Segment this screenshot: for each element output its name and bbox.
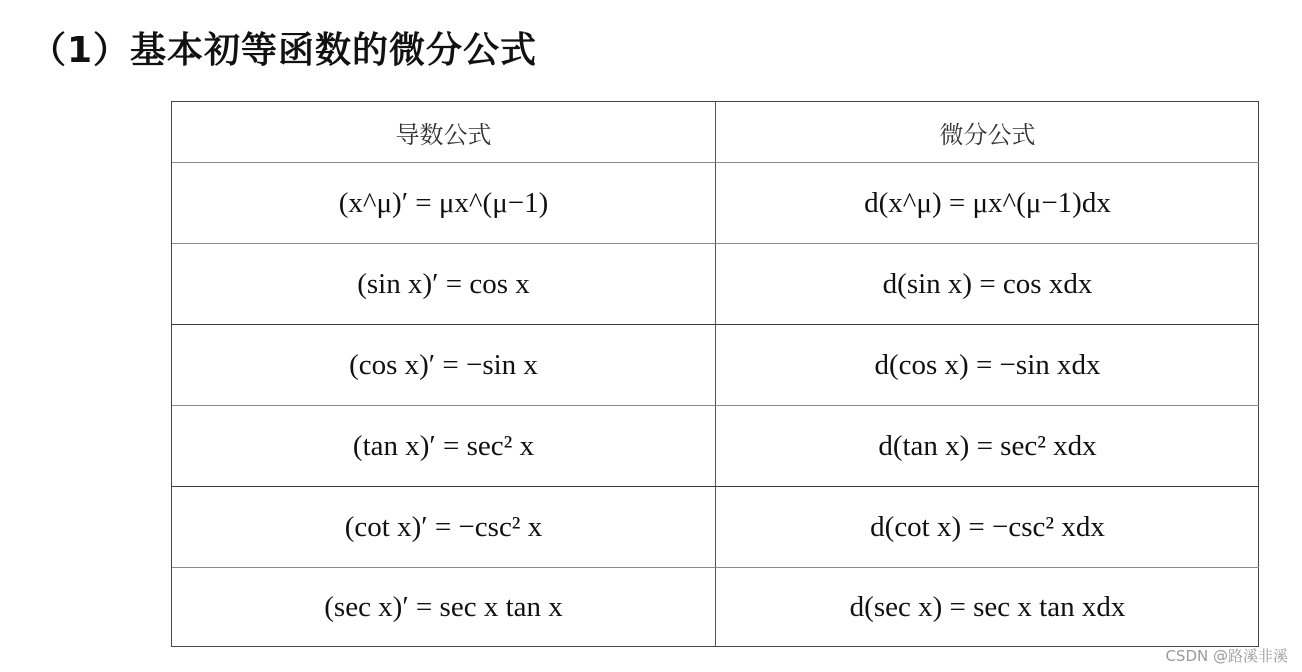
differential-tan: d(tan x) = sec² xdx	[716, 406, 1259, 487]
differential-cos: d(cos x) = −sin xdx	[716, 325, 1259, 406]
differential-cot: d(cot x) = −csc² xdx	[716, 487, 1259, 568]
header-derivative-formula: 导数公式	[172, 102, 716, 163]
differential-sec: d(sec x) = sec x tan xdx	[849, 591, 1126, 623]
derivative-power: (x^μ)′ = μx^(μ−1)	[172, 163, 716, 244]
differential-formula-table	[171, 101, 1259, 647]
differential-power: d(x^μ) = μx^(μ−1)dx	[716, 163, 1259, 244]
csdn-watermark: CSDN @路溪非溪	[1165, 647, 1288, 665]
header-differential-formula: 微分公式	[716, 102, 1259, 163]
differential-sin: d(sin x) = cos xdx	[716, 244, 1259, 325]
page-title: （1）基本初等函数的微分公式	[30, 30, 538, 71]
derivative-sec: (sec x)′ = sec x tan x	[172, 568, 716, 647]
derivative-cos: (cos x)′ = −sin x	[172, 325, 716, 406]
derivative-sin: (sin x)′ = cos x	[172, 244, 716, 325]
derivative-cot: (cot x)′ = −csc² x	[172, 487, 716, 568]
derivative-tan: (tan x)′ = sec² x	[172, 406, 716, 487]
